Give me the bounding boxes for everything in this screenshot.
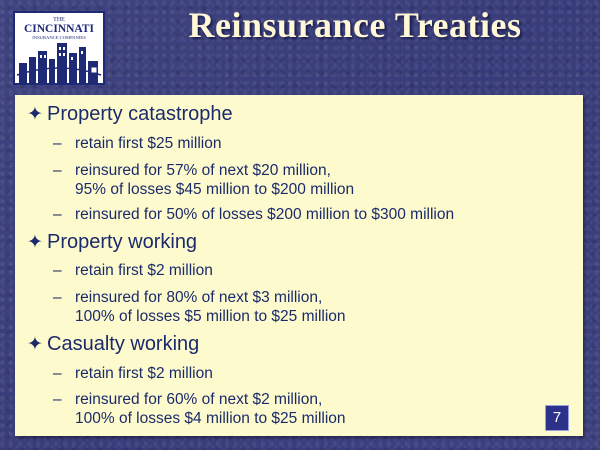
dash-icon: – <box>53 262 62 279</box>
list-item <box>53 364 213 383</box>
section-heading: Casualty working <box>47 333 200 355</box>
dash-icon: – <box>53 391 62 408</box>
content-panel <box>15 95 583 436</box>
logo-registered-box <box>91 67 97 73</box>
item-text: reinsured for 50% of losses $200 million to $300 million <box>75 206 455 223</box>
section-property-catastrophe <box>27 103 233 126</box>
list-item <box>53 205 454 224</box>
item-text: retain first $2 million <box>75 365 213 382</box>
section-casualty-working <box>27 333 199 356</box>
bullet-icon: ✦ <box>27 104 43 125</box>
cincinnati-logo-graphic <box>15 13 103 83</box>
section-heading: Property catastrophe <box>47 103 233 125</box>
item-text-continued: 100% of losses $5 million to $25 million <box>75 308 346 325</box>
list-item <box>53 261 213 280</box>
item-text: reinsured for 57% of next $20 million, <box>75 162 331 179</box>
dash-icon: – <box>53 135 62 152</box>
logo-text-insurance: INSURANCE COMPANIES <box>32 35 86 40</box>
item-text: retain first $25 million <box>75 135 222 152</box>
dash-icon: – <box>53 162 62 179</box>
dash-icon: – <box>53 289 62 306</box>
item-text: reinsured for 60% of next $2 million, <box>75 391 323 408</box>
list-item <box>53 390 346 428</box>
bullet-icon: ✦ <box>27 334 43 355</box>
section-property-working <box>27 231 197 254</box>
list-item <box>53 161 354 199</box>
list-item <box>53 134 221 153</box>
section-heading: Property working <box>47 231 198 253</box>
logo-text-cincinnati: CINCINNATI <box>23 23 95 35</box>
bullet-icon: ✦ <box>27 232 43 253</box>
list-item <box>53 288 346 326</box>
dash-icon: – <box>53 365 62 382</box>
logo-text-the: THE <box>53 17 65 23</box>
company-logo <box>13 11 105 85</box>
item-text: reinsured for 80% of next $3 million, <box>75 289 323 306</box>
item-text: retain first $2 million <box>75 262 213 279</box>
page-number: 7 <box>545 405 569 431</box>
dash-icon: – <box>53 206 62 223</box>
item-text-continued: 100% of losses $4 million to $25 million <box>75 410 346 427</box>
item-text-continued: 95% of losses $45 million to $200 million <box>75 181 355 198</box>
slide-title: Reinsurance Treaties <box>188 5 522 45</box>
